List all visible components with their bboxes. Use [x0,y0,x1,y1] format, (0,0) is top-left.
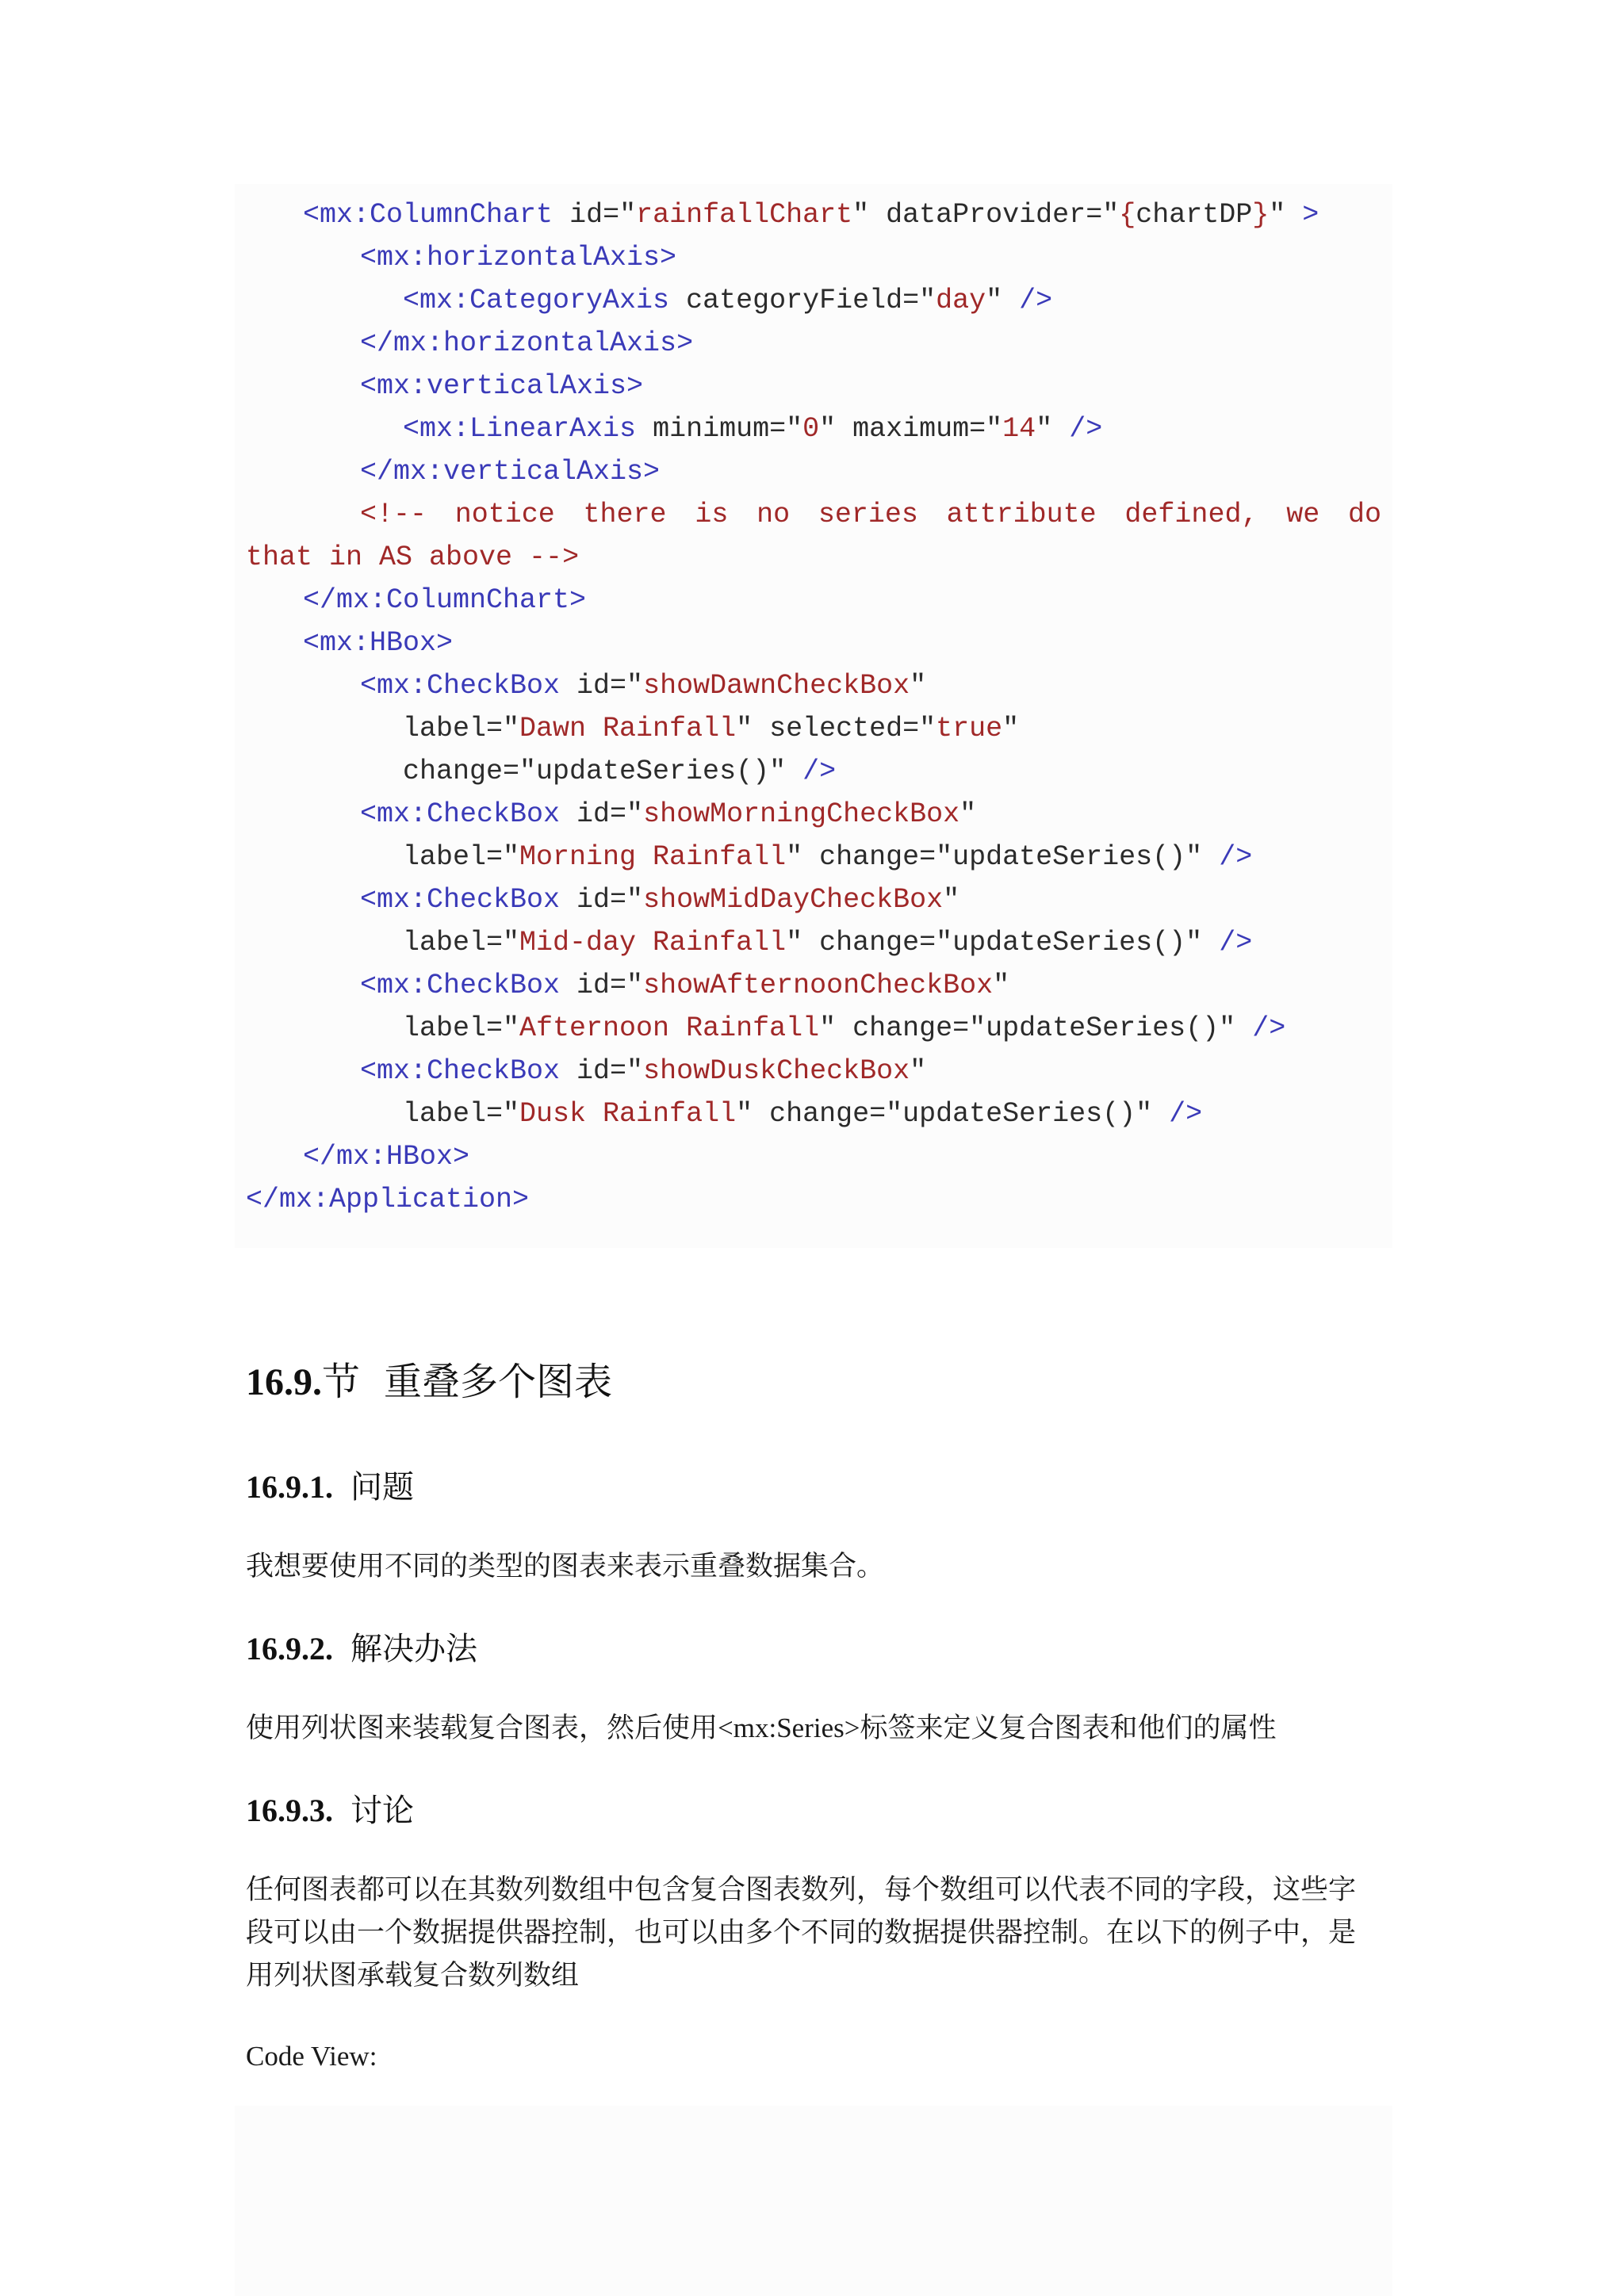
code-token: 0 [802,413,820,445]
code-token: > [1302,199,1320,231]
problem-heading [246,1465,414,1510]
code-line [235,450,1518,493]
code-token: we [1286,499,1320,530]
code-token: id=" [560,670,644,702]
code-token: defined, [1124,499,1258,530]
code-line [235,878,1518,921]
discussion-title: 讨论 [350,1793,414,1828]
code-token: series [818,499,918,530]
code-token: <mx:CheckBox [360,1055,561,1087]
code-token: " change="updateSeries()" [786,927,1220,959]
code-line [235,1135,1461,1178]
code-token: <mx:ColumnChart [303,199,553,231]
code-token: label=" [403,1012,520,1044]
code-token: id=" [560,1055,644,1087]
code-view-label: Code View: [246,2041,377,2072]
code-token: Mid-day Rainfall [519,927,787,959]
solution-heading [246,1627,477,1671]
code-token: there [583,499,667,530]
code-token: change="updateSeries()" [403,756,803,787]
code-token: <mx:CategoryAxis [403,285,670,316]
code-token: id=" [553,199,637,231]
code-line [235,408,1561,450]
code-token: " [943,884,960,916]
code-token: id=" [560,798,644,830]
code-token: /> [1019,285,1053,316]
code-token: </mx:HBox> [303,1141,470,1173]
code-token: Dusk Rainfall [519,1098,737,1130]
code-token: 14 [1002,413,1036,445]
code-line [235,622,1461,664]
code-token: <mx:HBox> [303,627,454,659]
code-token: label=" [403,927,520,959]
code-token: <!-- [360,499,427,530]
section-heading [246,1357,612,1408]
code-token: </mx:horizontalAxis> [360,327,694,359]
code-line [235,793,1518,836]
code-token: " [910,1055,927,1087]
code-token: /> [1219,927,1253,959]
code-token: " maximum=" [819,413,1003,445]
code-line [235,536,1404,579]
discussion-line: 任何图表都可以在其数列数组中包含复合图表数列，每个数组可以代表不同的字段，这些字 [246,1874,1357,1905]
code-listing-continuation [235,2106,1392,2296]
code-token: label=" [403,841,520,873]
code-token: rainfallChart [636,199,853,231]
code-line [235,836,1561,878]
code-token: " [1036,413,1070,445]
code-token: /> [802,756,837,787]
code-token: " [1002,713,1020,744]
code-token: " change="updateSeries()" [819,1012,1253,1044]
code-token: <mx:CheckBox [360,884,561,916]
code-token: Afternoon Rainfall [519,1012,820,1044]
code-line [235,579,1461,622]
code-line [235,750,1561,793]
code-token: day [936,285,986,316]
code-token: /> [1069,413,1103,445]
code-token: <mx:verticalAxis> [360,370,644,402]
discussion-heading [246,1789,414,1833]
solution-title: 解决办法 [350,1631,477,1667]
code-token: " [959,798,977,830]
code-line [235,279,1561,322]
code-token: label=" [403,713,520,744]
code-token: Dawn Rainfall [519,713,737,744]
code-token: " change="updateSeries()" [786,841,1220,873]
code-token: </mx:Application> [246,1184,530,1215]
code-token: <mx:LinearAxis [403,413,637,445]
code-line [235,1093,1561,1135]
code-token: </mx:ColumnChart> [303,584,587,616]
code-token: /> [1252,1012,1286,1044]
code-token: " dataProvider=" [852,199,1120,231]
code-line [235,1178,1404,1221]
code-token: showMidDayCheckBox [643,884,944,916]
code-token: showAfternoonCheckBox [643,970,994,1001]
code-token: " [1269,199,1303,231]
code-line [235,921,1561,964]
code-line [235,322,1518,365]
code-token: " [993,970,1010,1001]
code-token: id=" [560,970,644,1001]
code-token: showDawnCheckBox [643,670,910,702]
code-listing [235,184,1392,1248]
code-token: showDuskCheckBox [643,1055,910,1087]
code-token: " selected=" [736,713,936,744]
code-token: label=" [403,1098,520,1130]
discussion-line: 段可以由一个数据提供器控制，也可以由多个不同的数据提供器控制。在以下的例子中，是 [246,1917,1357,1948]
code-token: " [986,285,1020,316]
code-token: <mx:CheckBox [360,798,561,830]
solution-number: 16.9.2. [246,1631,333,1667]
section-title: 重叠多个图表 [384,1361,613,1403]
code-token: true [936,713,1003,744]
code-token: id=" [560,884,644,916]
code-line [235,236,1518,279]
code-token: that in AS above --> [246,541,580,573]
problem-text: 我想要使用不同的类型的图表来表示重叠数据集合。 [246,1551,885,1582]
code-token: { [1119,199,1136,231]
code-line [235,707,1561,750]
code-token: showMorningCheckBox [643,798,960,830]
code-line [235,193,1461,236]
code-token: attribute [946,499,1097,530]
code-token: is [695,499,729,530]
code-token: do [1347,499,1381,530]
code-token: chartDP [1136,199,1253,231]
section-suffix: 节 [322,1361,361,1403]
code-token: <mx:CheckBox [360,670,561,702]
code-line [235,493,1381,536]
code-token: Morning Rainfall [519,841,787,873]
code-line [235,365,1518,408]
code-token: " change="updateSeries()" [736,1098,1170,1130]
problem-number: 16.9.1. [246,1469,333,1505]
solution-text: 使用列状图来装载复合图表，然后使用<mx:Series>标签来定义复合图表和他们的属性 [246,1712,1277,1743]
code-token: " [910,670,927,702]
code-line [235,964,1518,1007]
code-line [235,1050,1518,1093]
problem-title: 问题 [350,1469,414,1505]
code-token: /> [1219,841,1253,873]
code-line [235,664,1518,707]
code-token: </mx:verticalAxis> [360,456,661,488]
code-token: notice [454,499,555,530]
code-token: <mx:CheckBox [360,970,561,1001]
discussion-number: 16.9.3. [246,1793,333,1828]
code-token: } [1252,199,1270,231]
code-token: <mx:horizontalAxis> [360,242,677,274]
code-token: /> [1169,1098,1203,1130]
code-line [235,1007,1561,1050]
code-token: categoryField=" [669,285,936,316]
discussion-line: 用列状图承载复合数列数组 [246,1960,580,1991]
code-token: no [756,499,791,530]
section-number: 16.9. [246,1361,322,1403]
code-token: minimum=" [636,413,803,445]
